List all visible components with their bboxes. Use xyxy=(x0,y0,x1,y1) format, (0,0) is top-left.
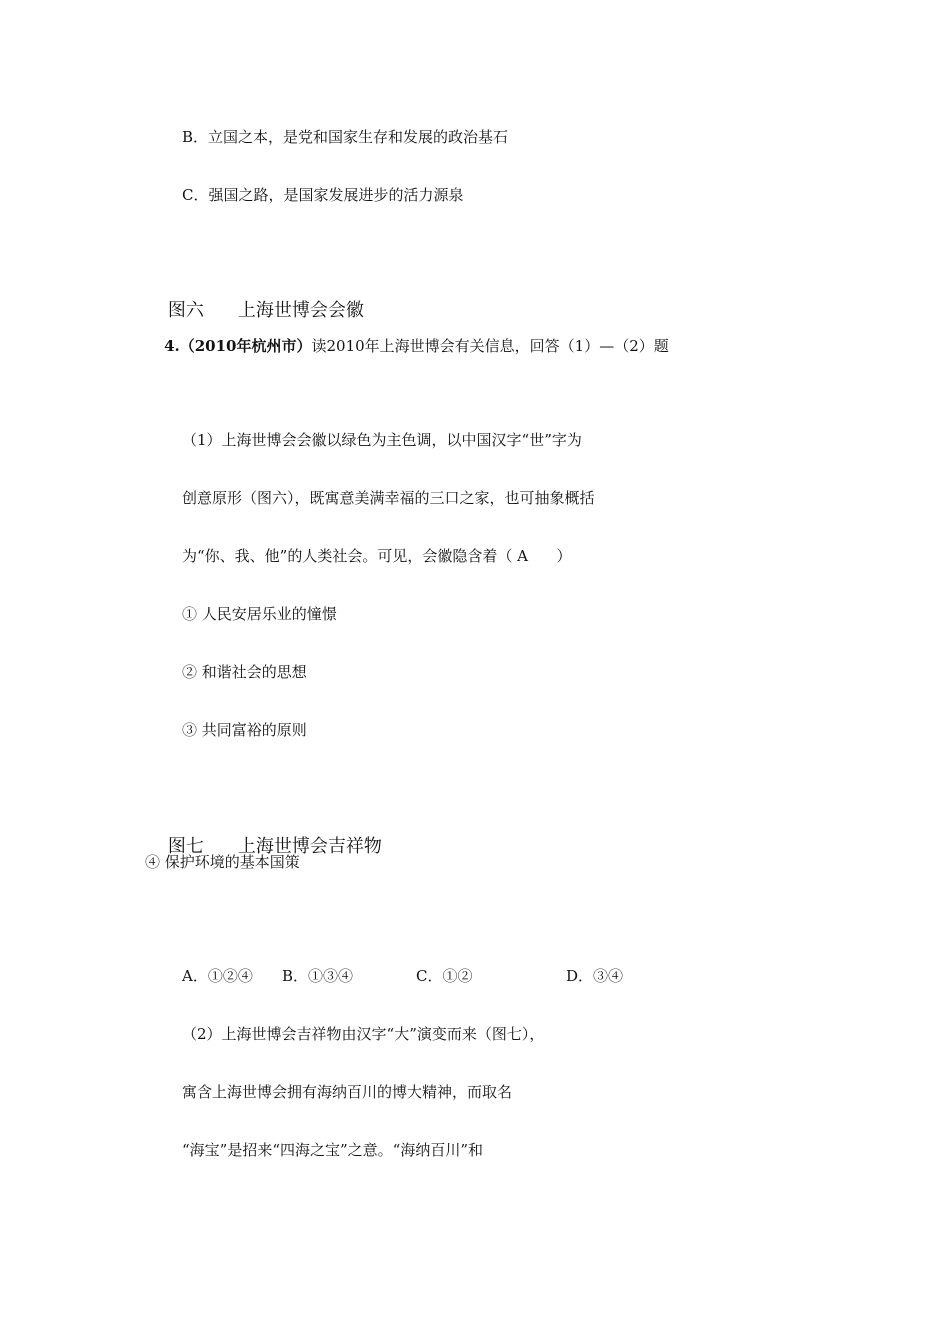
part-2-line-1: （2）上海世博会吉祥物由汉字“大”演变而来（图七）， xyxy=(182,1025,545,1043)
statement-1: ① 人民安居乐业的憧憬 xyxy=(182,605,337,623)
question-4-text: 读2010年上海世博会有关信息，回答（1）—（2）题 xyxy=(311,337,669,355)
part-1-line-3: 为“你、我、他”的人类社会。可见，会徽隐含着（ A ） xyxy=(182,547,572,565)
figure-7-title: 上海世博会吉祥物 xyxy=(237,836,382,857)
statement-3: ③ 共同富裕的原则 xyxy=(182,721,307,739)
figure-6-label: 图六 xyxy=(167,300,204,321)
question-4 xyxy=(145,316,669,376)
part-2-line-2: 寓含上海世博会拥有海纳百川的博大精神，而取名 xyxy=(182,1083,513,1101)
answer-d: D．③④ xyxy=(566,967,624,985)
statement-2: ② 和谐社会的思想 xyxy=(182,663,307,681)
part-1-line-1: （1）上海世博会会徽以绿色为主色调，以中国汉字“世”字为 xyxy=(182,431,582,449)
answer-c: C．①② xyxy=(416,967,473,985)
figure-6-title: 上海世博会会徽 xyxy=(237,300,364,321)
part-1-line-2: 创意原形（图六），既寓意美满幸福的三口之家，也可抽象概括 xyxy=(182,489,595,507)
option-b: B．立国之本，是党和国家生存和发展的政治基石 xyxy=(182,128,509,146)
option-c: C．强国之路，是国家发展进步的活力源泉 xyxy=(182,186,464,204)
statement-4: ④ 保护环境的基本国策 xyxy=(145,853,300,871)
answer-a: A．①②④ xyxy=(182,967,253,985)
question-4-number: 4.（2010年杭州市） xyxy=(164,337,312,355)
answer-b: B．①③④ xyxy=(282,967,354,985)
figure-7-label: 图七 xyxy=(167,836,204,857)
figure-7-caption xyxy=(145,811,382,883)
part-2-line-3: “海宝”是招来“四海之宝”之意。“海纳百川”和 xyxy=(182,1141,484,1159)
